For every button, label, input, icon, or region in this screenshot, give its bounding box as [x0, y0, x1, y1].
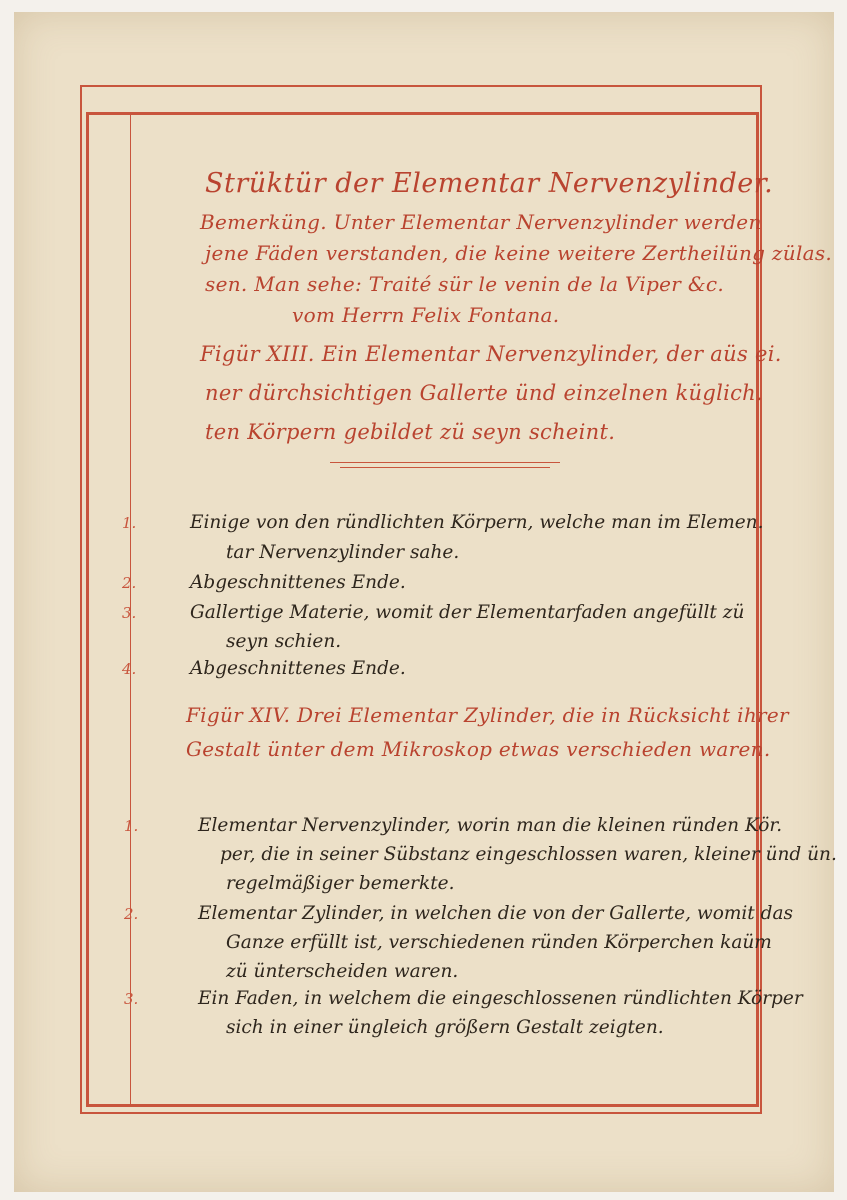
figure-14-heading: Figür XIV. Drei Elementar Zylinder, die in Rücksicht ihrer	[186, 703, 789, 727]
list-item: tar Nervenzylinder sahe.	[226, 542, 460, 563]
list-item: sich in einer üngleich größern Gestalt zeigten.	[226, 1017, 664, 1038]
item-number: 1.	[124, 817, 139, 835]
list-item: zü ünterscheiden waren.	[226, 961, 459, 982]
figure-14-heading: Gestalt ünter dem Mikroskop etwas verschieden waren.	[186, 737, 771, 761]
figure-13-heading: Figür XIII. Ein Elementar Nervenzylinder, der aüs ei.	[200, 342, 782, 366]
list-item: Elementar Nervenzylinder, worin man die kleinen ründen Kör.	[198, 815, 783, 836]
item-number: 2.	[124, 905, 139, 923]
remark-line: jene Fäden verstanden, die keine weitere Zertheilüng zülas.	[205, 241, 833, 265]
figure-13-heading: ner dürchsichtigen Gallerte ünd einzelnen küglich.	[205, 381, 763, 405]
figure-13-heading: ten Körpern gebildet zü seyn scheint.	[205, 420, 616, 444]
item-number: 1.	[122, 514, 137, 532]
list-item: Ein Faden, in welchem die eingeschlossenen ründlichten Körper	[198, 988, 803, 1009]
list-item: regelmäßiger bemerkte.	[226, 873, 455, 894]
remark-line: Bemerküng. Unter Elementar Nervenzylinder werden	[200, 210, 762, 234]
item-number: 3.	[122, 604, 137, 622]
divider-rule	[340, 467, 550, 468]
list-item: per, die in seiner Sübstanz eingeschlossen waren, kleiner ünd ün.	[220, 844, 837, 865]
list-item: Ganze erfüllt ist, verschiedenen ründen Körperchen kaüm	[226, 932, 772, 953]
item-number: 3.	[124, 990, 139, 1008]
list-item: Abgeschnittenes Ende.	[190, 658, 406, 679]
list-item: Elementar Zylinder, in welchen die von der Gallerte, womit das	[198, 903, 793, 924]
item-number: 2.	[122, 574, 137, 592]
list-item: Gallertige Materie, womit der Elementarfaden angefüllt zü	[190, 602, 745, 623]
list-item: Einige von den ründlichten Körpern, welche man im Elemen.	[190, 512, 764, 533]
divider-rule	[330, 462, 560, 463]
remark-line: vom Herrn Felix Fontana.	[292, 303, 560, 327]
remark-line: sen. Man sehe: Traité sür le venin de la Viper &c.	[205, 272, 725, 296]
list-item: Abgeschnittenes Ende.	[190, 572, 406, 593]
page-title: Strüktür der Elementar Nervenzylinder.	[205, 168, 774, 199]
list-item: seyn schien.	[226, 631, 342, 652]
item-number: 4.	[122, 660, 137, 678]
